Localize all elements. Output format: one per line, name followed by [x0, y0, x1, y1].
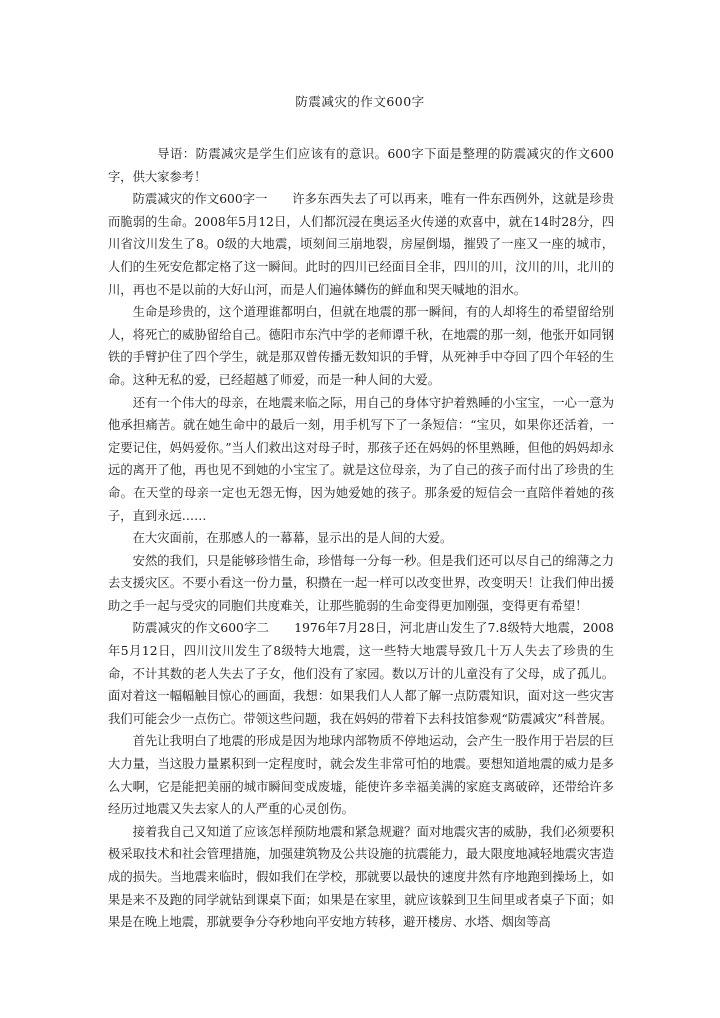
article-body: [108, 143, 614, 934]
page-title: 防震减灾的作文600字: [295, 94, 425, 109]
paragraph: 首先让我明白了地震的形成是因为地球内部物质不停地运动，会产生一股作用于岩层的巨大力量，当这股力量累积到一定程度时，就会发生非常可怕的地震。要想知道地震的威力是多么大啊，它是能把美丽的城市瞬间变成废墟，能使许多幸福美满的家庭支离破碎，还带给许多经历过地震又失去家人的人严重的心灵创伤。: [108, 734, 614, 817]
paragraph: 防震减灾的作文600字一 许多东西失去了可以再来，唯有一件东西例外，这就是珍贵而脆弱的生命。2008年5月12日，人们都沉浸在奥运圣火传递的欢喜中，就在14时28分，四川省汶川发生了8。0级的大地震，顷刻间三崩地裂，房屋倒塌，摧毁了一座又一座的城市，人们的生死安危都定格了这一瞬间。此时的四川已经面目全非，四川的川，汶川的川，北川的川，再也不是以前的大好山河，而是人们遍体鳞伤的鲜血和哭天喊地的泪水。: [108, 192, 614, 297]
paragraph: 生命是珍贵的，这个道理谁都明白，但就在地震的那一瞬间，有的人却将生的希望留给别人，将死亡的威胁留给自己。德阳市东汽中学的老师谭千秋，在地震的那一刻，他张开如同钢铁的手臂护住了四个学生，就是那双曾传播无数知识的手臂，从死神手中夺回了四个年轻的生命。这种无私的爱，已经超越了师爱，而是一种人间的大爱。: [108, 305, 614, 387]
paragraph: 接着我自己又知道了应该怎样预防地震和紧急规避？面对地震灾害的威胁，我们必须要积极采取技术和社会管理措施，加强建筑物及公共设施的抗震能力，最大限度地减轻地震灾害造成的损失。当地震来临时，假如我们在学校，那就要以最快的速度井然有序地跑到操场上，如果是来不及跑的同学就钻到课桌下面；如果是在家里，就应该躲到卫生间里或者桌子下面；如果是在晚上地震，那就要争分夺秒地向平安地方转移，避开楼房、水塔、烟囱等高: [108, 824, 614, 930]
paragraph: 防震减灾的作文600字二 1976年7月28日，河北唐山发生了7.8级特大地震，2008年5月12日，四川汶川发生了8级特大地震，这一些特大地震导致几十万人失去了珍贵的生命，不计其数的老人失去了子女，他们没有了家园。数以万计的儿童没有了父母，成了孤儿。面对着这一幅幅触目惊心的画面，我想：如果我们人人都了解一点防震知识，面对这一些灾害我们可能会少一点伤亡。带领这些问题，我在妈妈的带着下去科技馆参观“防震减灾”科普展。: [108, 621, 614, 726]
paragraph: 在大灾面前，在那感人的一幕幕，显示出的是人间的大爱。: [132, 531, 453, 546]
intro-paragraph: 导语：防震减灾是学生们应该有的意识。600字下面是整理的防震减灾的作文600字，供大家参考！: [108, 147, 614, 184]
paragraph: 还有一个伟大的母亲，在地震来临之际，用自己的身体守护着熟睡的小宝宝，一心一意为他承担痛苦。就在她生命中的最后一刻，用手机写下了一条短信：“宝贝，如果你还活着，一定要记住，妈妈爱你。”当人们救出这对母子时，那孩子还在妈妈的怀里熟睡，但他的妈妈却永远的离开了他，再也见不到她的小宝宝了。就是这位母亲，为了自己的孩子而付出了珍贵的生命。在天堂的母亲一定也无怨无悔，因为她爱她的孩子。那条爱的短信会一直陪伴着她的孩子，直到永远……: [108, 395, 614, 523]
paragraph: 安然的我们，只是能够珍惜生命，珍惜每一分每一秒。但是我们还可以尽自己的绵薄之力去支援灾区。不要小看这一份力量，积攒在一起一样可以改变世界，改变明天！让我们伸出援助之手一起与受灾的同胞们共度难关，让那些脆弱的生命变得更加刚强，变得更有希望！: [108, 553, 614, 613]
